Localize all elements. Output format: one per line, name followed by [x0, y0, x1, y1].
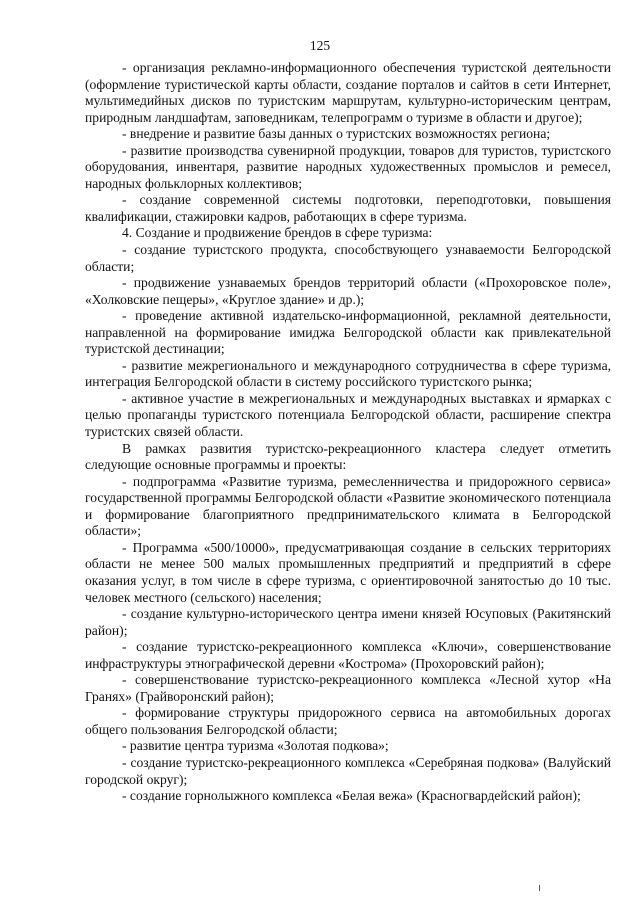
paragraph-11: В рамках развития туристско-рекреационного кластера следует отметить следующие основные программы и проекты: [85, 440, 611, 473]
paragraph-15: - создание туристско-рекреационного комплекса «Ключи», совершенствование инфраструктуры этнографической деревни «Кострома» (Прохоровский район); [85, 639, 611, 671]
paragraph-2: - внедрение и развитие базы данных о туристских возможностях региона; [122, 126, 551, 142]
paragraph-7: - продвижение узнаваемых брендов территорий области («Прохоровское поле», «Холковские пещеры», «Круглое здание» и др.); [85, 275, 611, 307]
paragraph-18: - развитие центра туризма «Золотая подкова»; [122, 738, 389, 754]
paragraph-17: - формирование структуры придорожного сервиса на автомобильных дорогах общего пользования Белгородской области; [85, 705, 611, 737]
section-heading-4: 4. Создание и продвижение брендов в сфере туризма: [122, 225, 433, 241]
paragraph-3: - развитие производства сувенирной продукции, товаров для туристов, туристского оборудования, инвентаря, развитие народных художественных промыслов и ремесел, народных фольклорных коллективов; [85, 142, 611, 191]
paragraph-4: - создание современной системы подготовки, переподготовки, повышения квалификации, стажировки кадров, работающих в сфере туризма. [85, 192, 611, 224]
paragraph-1: - организация рекламно-информационного обеспечения туристской деятельности (оформление туристической карты области, создание порталов и сайтов в сети Интернет, мультимедийных дисков по туристским маршрутам, культурно-историческим центрам, природным ландшафтам, заповедникам, телепрограмм о туризме в области и другое); [85, 60, 611, 125]
paragraph-12: - подпрограмма «Развитие туризма, ремесленничества и придорожного сервиса» государственной программы Белгородской области «Развитие экономического потенциала и формирование благоприятного предпринимательского климата в Белгородской области»; [85, 473, 611, 539]
document-body [85, 60, 611, 805]
scan-mark [539, 885, 540, 891]
paragraph-14: - создание культурно-исторического центра имени князей Юсуповых (Ракитянский район); [85, 606, 611, 638]
paragraph-16: - совершенствование туристско-рекреационного комплекса «Лесной хутор «На Гранях» (Грайворонский район); [85, 672, 611, 704]
paragraph-13: - Программа «500/10000», предусматривающая создание в сельских территориях области не менее 500 малых промышленных предприятий и предприятий в сфере оказания услуг, в том числе в сфере туризма, с ориентировочной занятостью до 10 тыс. человек местного (сельского) населения; [85, 539, 611, 605]
paragraph-10: - активное участие в межрегиональных и международных выставках и ярмарках с целью пропаганды туристского потенциала Белгородской области, расширение спектра туристских связей области. [85, 390, 611, 440]
paragraph-20: - создание горнолыжного комплекса «Белая вежа» (Красногвардейский район); [122, 788, 581, 804]
paragraph-6: - создание туристского продукта, способствующего узнаваемости Белгородской области; [85, 242, 611, 274]
page-number: 125 [309, 38, 331, 53]
paragraph-19: - создание туристско-рекреационного комплекса «Серебряная подкова» (Валуйский городской округ); [85, 754, 611, 787]
paragraph-8: - проведение активной издательско-информационной, рекламной деятельности, направленной на формирование имиджа Белгородской области как привлекательной туристской дестинации; [85, 308, 611, 357]
paragraph-9: - развитие межрегионального и международного сотрудничества в сфере туризма, интеграция Белгородской области в систему российского туристского рынка; [85, 357, 611, 390]
